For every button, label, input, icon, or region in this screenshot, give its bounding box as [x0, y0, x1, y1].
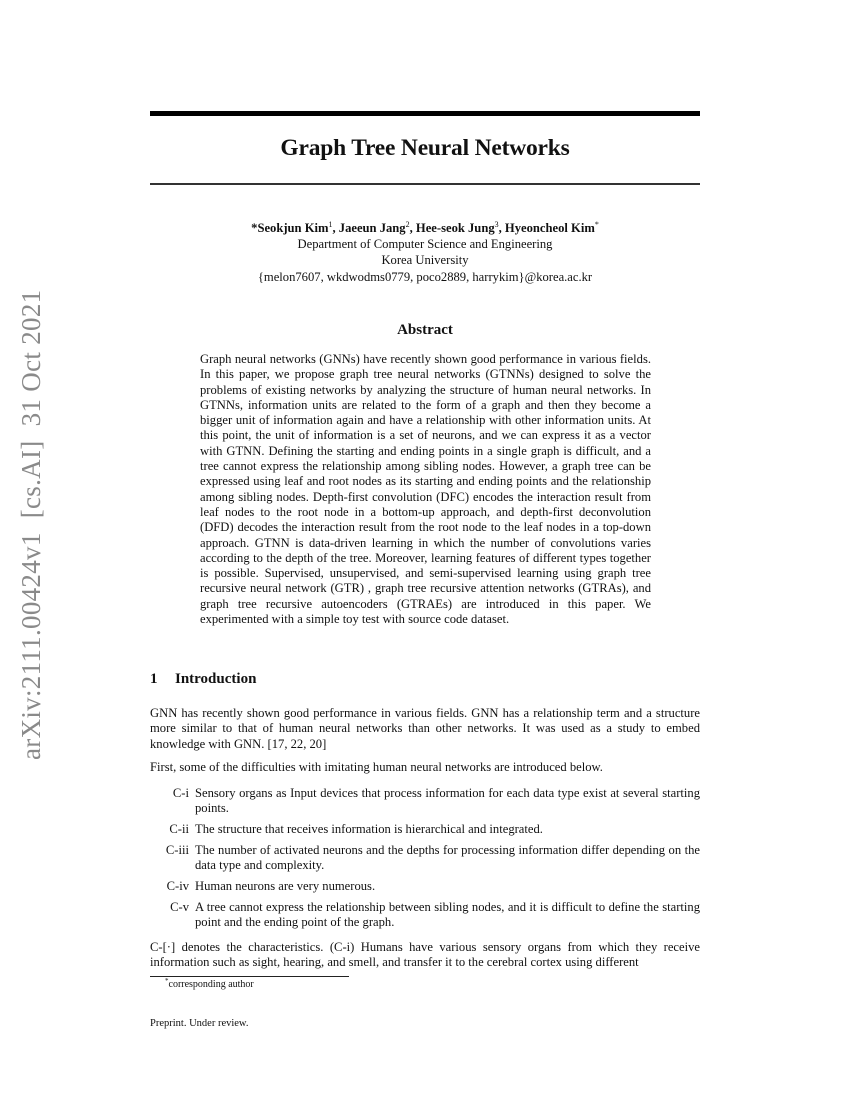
section-number: 1: [150, 671, 158, 687]
author-name: Hee-seok Jung: [415, 221, 495, 235]
title-bottom-rule: [150, 183, 700, 185]
author-name: Jaeeun Jang: [338, 221, 406, 235]
affiliation-mark: 3: [494, 220, 499, 229]
affiliation-mark: 2: [405, 220, 410, 229]
author-names: *Seokjun Kim$^1$, Jaeeun Jang$^2$, Hee-seok Jung$^3$, Hyeoncheol Kim*: [251, 220, 599, 235]
item-text: Human neurons are very numerous.: [195, 879, 376, 894]
footnote-mark: *: [165, 977, 169, 985]
author-name: Hyeoncheol Kim: [504, 221, 595, 235]
abstract-heading: Abstract: [397, 322, 453, 338]
section-heading-introduction: [150, 671, 256, 688]
item-text: The structure that receives information is hierarchical and integrated.: [195, 822, 543, 837]
university: Korea University: [381, 253, 469, 268]
arxiv-stamp: arXiv:2111.00424v1 [cs.AI] 31 Oct 2021: [16, 289, 46, 760]
item-text: The number of activated neurons and the depths for processing information differ depending on the data type and complexity.: [195, 843, 700, 873]
paper-title: Graph Tree Neural Networks: [280, 135, 570, 161]
footnote-text: corresponding author: [168, 979, 254, 990]
list-item: [150, 786, 700, 817]
item-label: C-v: [170, 900, 189, 915]
department: Department of Computer Science and Engineering: [297, 237, 553, 252]
list-item: [150, 843, 700, 874]
item-label: C-i: [172, 786, 189, 800]
item-text: A tree cannot express the relationship between sibling nodes, and it is difficult to define the starting point and the ending point of the graph.: [195, 900, 700, 930]
item-label: C-iv: [166, 879, 189, 894]
section-title: Introduction: [175, 671, 257, 687]
intro-paragraph-3: C-[·] denotes the characteristics. (C-i) Humans have various sensory organs from which they receive information such as sight, hearing, and smell, and transfer it to the cerebral cortex using different: [150, 940, 700, 970]
footnote: [165, 979, 254, 990]
footnote-rule: [150, 976, 349, 977]
abstract-text: Graph neural networks (GNNs) have recently shown good performance in various fields. In this paper, we propose graph tree neural networks (GTNNs) designed to solve the problems of existing networks by analyzing the structure of human neural networks. In GTNNs, information units are related to the form of a graph and then they become a bigger unit of information again and have a relationship with other information units. At this point, the unit of information is a set of neurons, and we can express it as a vector with GTNN. Defining the starting and ending points in a single graph is difficult, and a tree cannot express the relationship among sibling nodes. However, a graph tree can be expressed using leaf and root nodes as its starting and ending points and the relationship among sibling nodes. Depth-first convolution (DFC) encodes the interaction result from leaf nodes to the root node in a bottom-up approach, and depth-first deconvolution (DFD) decodes the interaction result from the root node to the leaf nodes in a top-down approach. GTNN is data-driven learning in which the number of convolutions varies according to the depth of the tree. Moreover, learning features of different types together is possible. Supervised, unsupervised, and semi-supervised learning using graph tree recursive neural network (GTR) , graph tree recursive attention networks (GTRAs), and graph tree recursive autoencoders (GTRAEs) are introduced in this paper. We experimented with a simple toy test with source code dataset.: [200, 352, 651, 627]
author-emails: {melon7607, wkdwodms0779, poco2889, harrykim}@korea.ac.kr: [257, 269, 593, 284]
intro-paragraph-1: GNN has recently shown good performance in various fields. GNN has a relationship term and a structure more similar to that of human neural networks than other networks. It was used as a study to embed knowledge with GNN. [17, 22, 20]: [150, 706, 700, 751]
characteristics-list: [150, 786, 700, 936]
affiliation-mark: 1: [328, 220, 333, 229]
item-label: C-iii: [165, 843, 189, 858]
item-text: Sensory organs as Input devices that process information for each data type exist at several starting points.: [195, 786, 700, 816]
list-item: [150, 900, 700, 931]
author-block: [150, 220, 700, 285]
affiliation-mark: *: [594, 220, 599, 229]
item-label: C-ii: [169, 822, 189, 837]
intro-paragraph-2: First, some of the difficulties with imitating human neural networks are introduced below.: [150, 760, 603, 774]
list-item: [150, 879, 700, 894]
title-top-rule: [150, 111, 700, 116]
list-item: [150, 822, 700, 837]
preprint-notice: Preprint. Under review.: [150, 1018, 249, 1029]
author-name: *Seokjun Kim: [251, 221, 329, 235]
